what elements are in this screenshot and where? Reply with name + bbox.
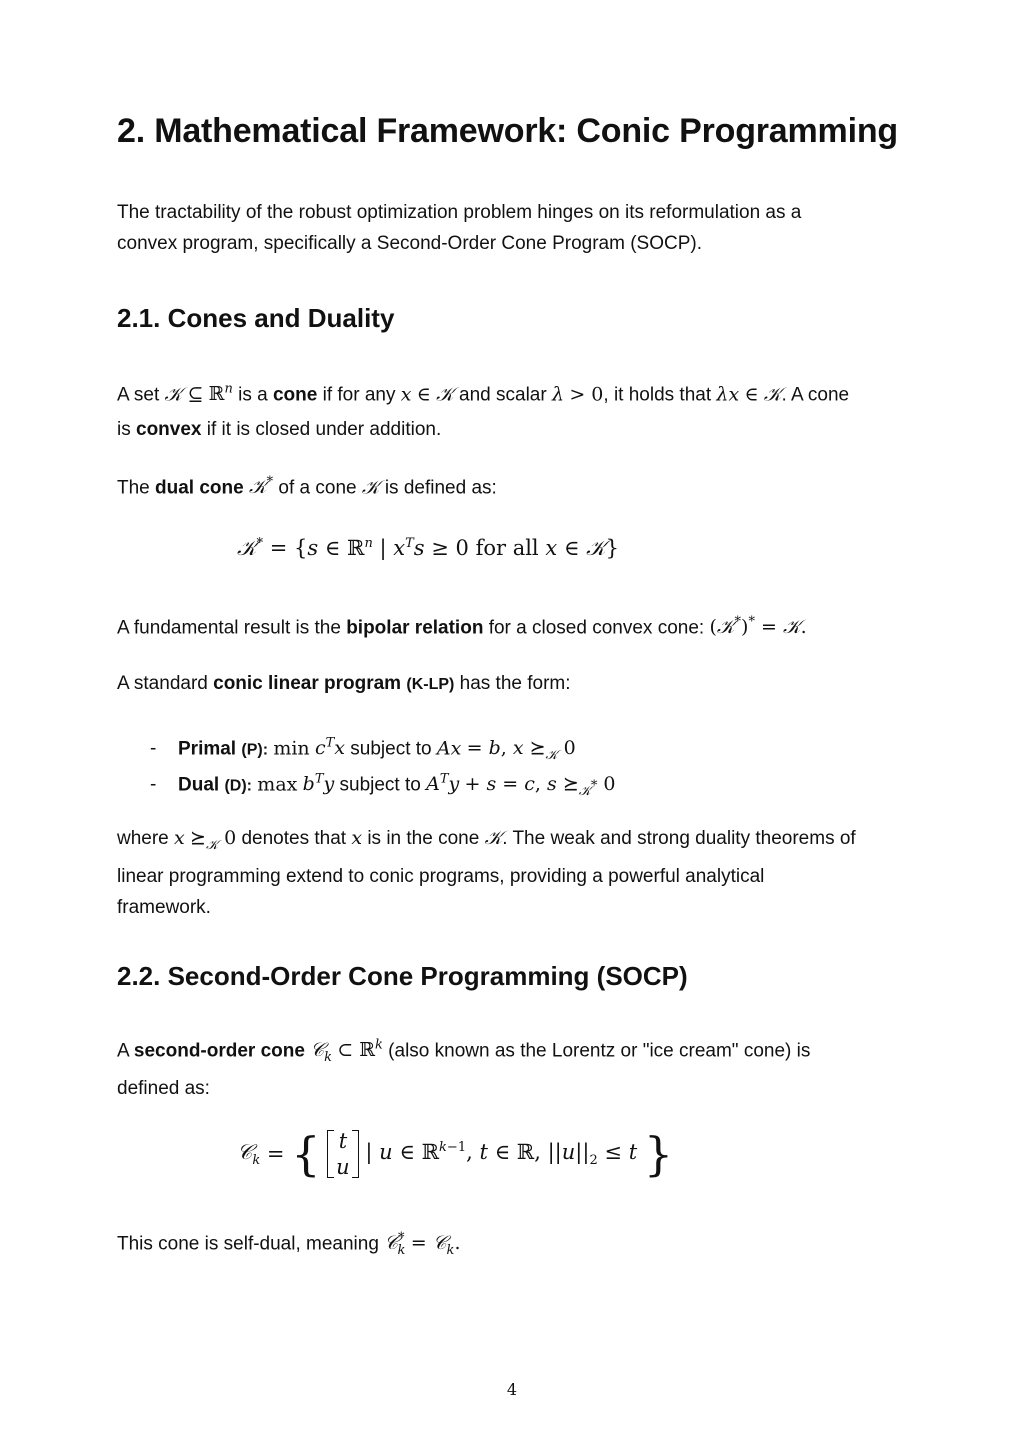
- matrix-t-u: t u: [327, 1128, 359, 1180]
- soc-definition-paragraph: A second-order cone 𝒞$_k$ ⊂ ℝ$^k$ (also known as the Lorentz or "ice cream" cone) is defined as:: [117, 1038, 811, 1100]
- primal-dual-list: [150, 726, 615, 798]
- term-second-order-cone: second-order cone: [133, 1040, 305, 1062]
- term-convex: convex: [136, 419, 202, 441]
- duality-theorems-paragraph: where x $⪰_𝒦$ 0 denotes that x is in the cone 𝒦. The weak and strong duality theorems of linear programming extend to conic programs, providing a powerful analytical framework.: [117, 827, 856, 918]
- term-cone: cone: [272, 384, 318, 406]
- intro-line-2: convex program, specifically a Second-Order Cone Program (SOCP).: [117, 233, 703, 254]
- list-item-dual: - Dual (D): $\max b^Ty$ subject to $A^Ty + s = c$, s $⪰_{𝒦^*}$ 0: [150, 772, 616, 800]
- dual-cone-paragraph: The dual cone 𝒦* of a cone 𝒦 is defined as:: [117, 475, 497, 499]
- page-number: 4: [506, 1380, 518, 1399]
- dual-cone-equation: 𝒦* = {s ∈ ℝ$^n$ | $x^Ts \ge 0$ for all x ∈ 𝒦}: [237, 536, 619, 560]
- section-heading-socp: 2.2. Second-Order Cone Programming (SOCP): [117, 961, 688, 991]
- term-dual-cone: dual cone: [155, 477, 244, 499]
- cone-definition-paragraph: A set 𝒦 ⊆ ℝ$^n$ is a cone if for any x ∈ 𝒦 and scalar λ > 0, it holds that λx ∈ 𝒦. A cone is convex if it is closed under addition.: [117, 382, 850, 441]
- term-bipolar-relation: bipolar relation: [346, 617, 484, 639]
- klp-paragraph: A standard conic linear program (K-LP) has the form:: [117, 673, 571, 694]
- intro-line-1: The tractability of the robust optimization problem hinges on its reformulation as a: [117, 202, 802, 223]
- section-heading-cones-duality: 2.1. Cones and Duality: [117, 303, 395, 333]
- intro-paragraph: [117, 197, 917, 259]
- term-conic-linear-program: conic linear program: [213, 673, 402, 694]
- list-item-primal: - Primal (P): $\min c^Tx$ subject to Ax = b, x $⪰_𝒦$ 0: [150, 736, 576, 764]
- bipolar-paragraph: A fundamental result is the bipolar relation for a closed convex cone: (𝒦*)* = 𝒦.: [117, 615, 807, 639]
- self-dual-paragraph: This cone is self-dual, meaning 𝒞*$_k$ = 𝒞$_k$.: [117, 1231, 461, 1259]
- soc-equation: 𝒞$_k$ = { t u | u ∈ ℝ$^{k-1}$, t ∈ ℝ, $||u||_2 \le t$ }: [237, 1127, 674, 1181]
- page-title: 2. Mathematical Framework: Conic Programming: [117, 112, 898, 150]
